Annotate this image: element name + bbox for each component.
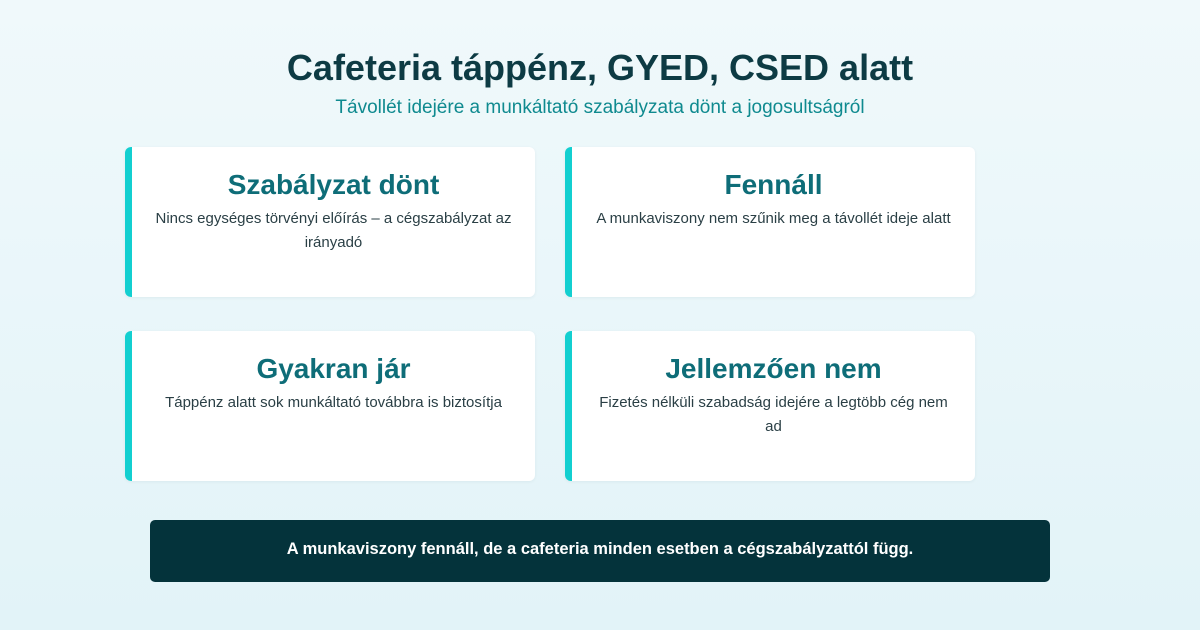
card-fennall [565, 147, 975, 297]
card-text: Táppénz alatt sok munkáltató továbbra is biztosítja [165, 394, 502, 411]
card-text: Nincs egységes törvényi előírás – a cégszabályzat az irányadó [155, 210, 512, 251]
summary-banner: A munkaviszony fennáll, de a cafeteria minden esetben a cégszabályzattól függ. [150, 520, 1050, 582]
card-title: Fennáll [724, 169, 823, 200]
card-text: A munkaviszony nem szűnik meg a távollét ideje alatt [596, 210, 951, 227]
card-szabalyzat-dont [125, 147, 535, 297]
page-subtitle: Távollét idejére a munkáltató szabályzata dönt a jogosultságról [335, 97, 865, 118]
card-title: Jellemzően nem [665, 353, 882, 384]
card-title: Szabályzat dönt [227, 169, 440, 200]
card-text: Fizetés nélküli szabadság idejére a legtöbb cég nem ad [599, 394, 948, 435]
card-title: Gyakran jár [256, 353, 411, 384]
card-gyakran-jar [125, 331, 535, 481]
page-title: Cafeteria táppénz, GYED, CSED alatt [286, 47, 914, 88]
card-jellemzoen-nem [565, 331, 975, 481]
